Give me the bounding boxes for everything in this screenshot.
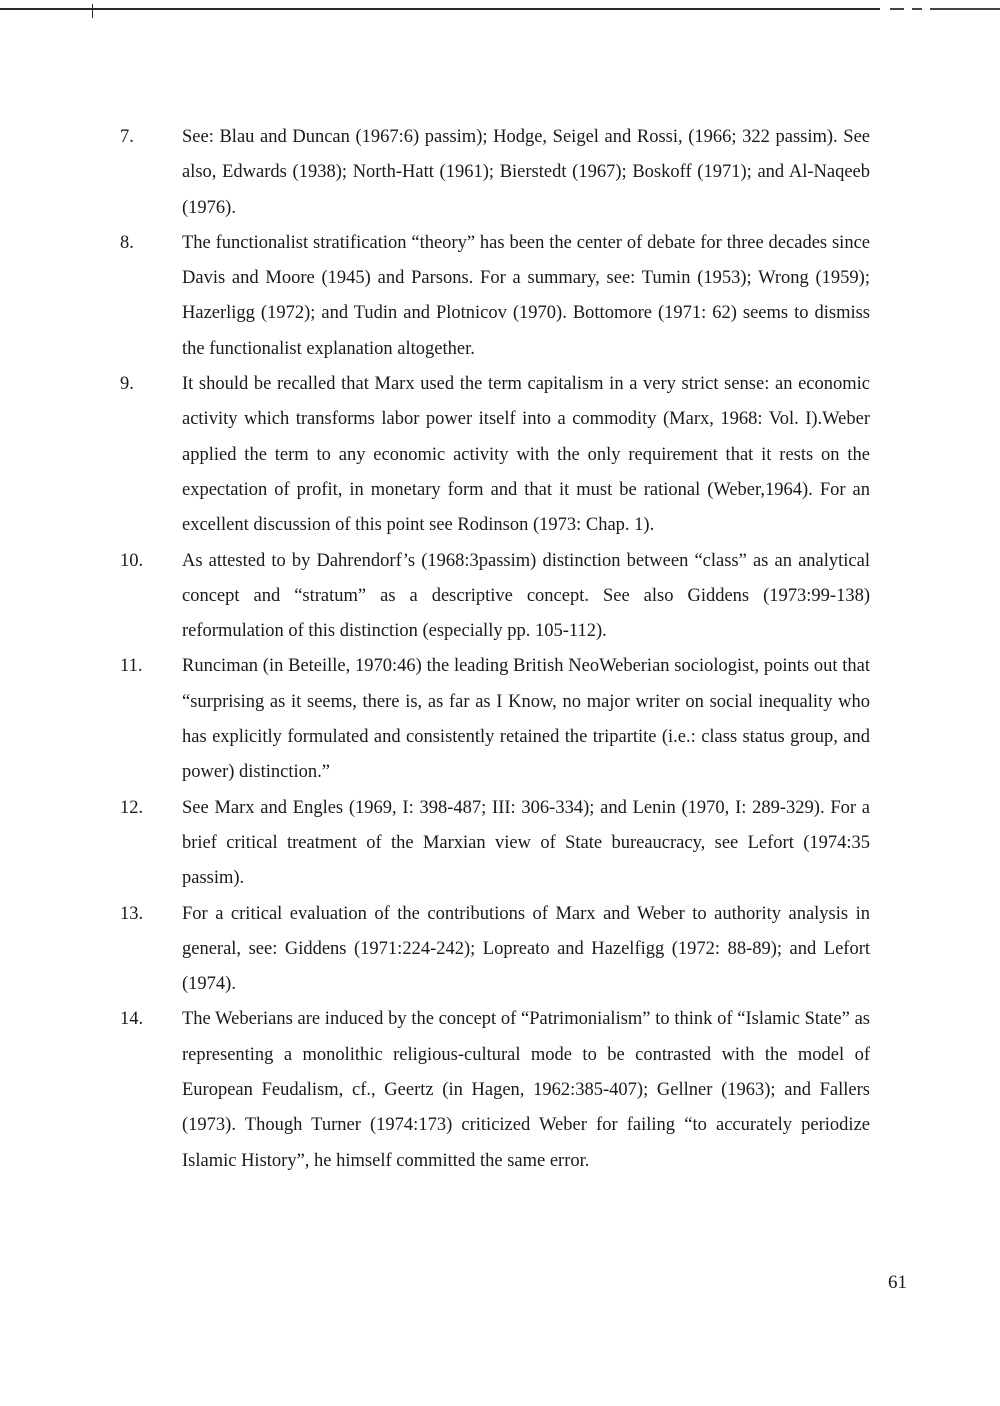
endnote-number: 11.: [120, 656, 143, 677]
endnote-item: [120, 649, 870, 790]
endnote-text: The Weberians are induced by the concept of “Patrimonialism” to think of “Islamic State” as representing a monolithic religious-cultural mode to be contrasted with the model of European Feudalism, cf., Geertz (in Hagen, 1962:385-407); Gellner (1963); and Fallers (1973). Though Turner (1974:173) criticized Weber for failing “to accurately periodize Islamic History”, he himself committed the same error.: [182, 1009, 870, 1171]
endnote-number: 10.: [120, 550, 144, 571]
endnote-number: 12.: [120, 797, 144, 818]
top-rule-tick: [92, 4, 93, 18]
top-rule-dash: [930, 8, 1000, 10]
endnote-item: [120, 226, 870, 367]
endnotes-list: [120, 120, 870, 1179]
endnote-text: As attested to by Dahrendorf’s (1968:3passim) distinction between “class” as an analytical concept and “stratum” as a descriptive concept. See also Giddens (1973:99-138) reformulation of this distinction (especially pp. 105-112).: [182, 550, 870, 642]
endnote-text: The functionalist stratification “theory” has been the center of debate for three decades since Davis and Moore (1945) and Parsons. For a summary, see: Tumin (1953); Wrong (1959); Hazerligg (1972); and Tudin and Plotnicov (1970). Bottomore (1971: 62) seems to dismiss the functionalist explanation altogether.: [182, 232, 870, 359]
endnote-number: 9.: [120, 374, 134, 395]
endnote-text: Runciman (in Beteille, 1970:46) the leading British NeoWeberian sociologist, points out that “surprising as it seems, there is, as far as I Know, no major writer on social inequality who has explicitly formulated and consistently retained the tripartite (i.e.: class status group, and power) distinction.”: [182, 656, 870, 783]
endnote-item: [120, 544, 870, 650]
endnote-text: See: Blau and Duncan (1967:6) passim); Hodge, Seigel and Rossi, (1966; 322 passim). See also, Edwards (1938); North-Hatt (1961); Bierstedt (1967); Boskoff (1971); and Al-Naqeeb (1976).: [182, 127, 870, 218]
top-rule-dash: [890, 8, 904, 10]
endnote-number: 8.: [120, 232, 134, 253]
endnote-item: [120, 367, 870, 543]
endnote-item: [120, 1002, 870, 1178]
endnote-text: It should be recalled that Marx used the term capitalism in a very strict sense: an economic activity which transforms labor power itself into a commodity (Marx, 1968: Vol. I).Weber applied the term to any economic activity with the only requirement that it rests on the expectation of profit, in monetary form and that it must be rational (Weber,1964). For an excellent discussion of this point see Rodinson (1973: Chap. 1).: [182, 374, 870, 536]
endnote-text: For a critical evaluation of the contributions of Marx and Weber to authority analysis in general, see: Giddens (1971:224-242); Lopreato and Hazelfigg (1972: 88-89); and Lefort (1974).: [182, 903, 870, 995]
endnote-number: 7.: [120, 127, 134, 147]
top-rule-line: [0, 8, 880, 10]
endnote-number: 14.: [120, 1009, 144, 1030]
endnote-item: [120, 897, 870, 1003]
endnote-item: [120, 120, 870, 226]
top-rule-dash: [912, 8, 922, 10]
endnote-item: [120, 791, 870, 897]
endnote-number: 13.: [120, 903, 144, 924]
page-number: 61: [888, 1272, 907, 1293]
endnote-text: See Marx and Engles (1969, I: 398-487; III: 306-334); and Lenin (1970, I: 289-329). For a brief critical treatment of the Marxian view of State bureaucracy, see Lefort (1974:35 passim).: [182, 797, 870, 889]
